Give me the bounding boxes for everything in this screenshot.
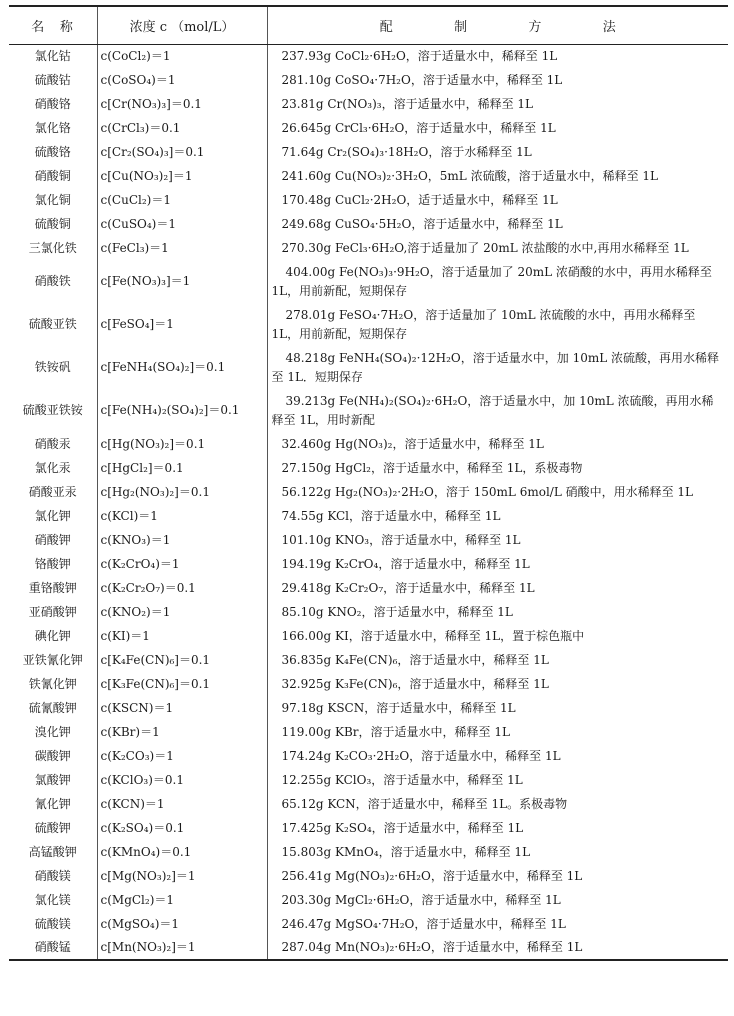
reagent-name-cell: 氯酸钾 — [34, 772, 71, 787]
reagent-name-cell: 三氯化铁 — [28, 240, 77, 255]
table-row — [9, 552, 728, 576]
preparation-method-cell: 278.01g FeSO₄·7H₂O，溶于适量加了 10mL 浓硫酸的水中，再用水稀释至 1L，用前新配，短期保存 — [267, 303, 728, 346]
reagent-name-cell: 铬酸钾 — [34, 556, 71, 571]
preparation-method-cell: 29.418g K₂Cr₂O₇，溶于适量水中，稀释至 1L — [267, 576, 728, 600]
preparation-method-cell: 101.10g KNO₃，溶于适量水中，稀释至 1L — [267, 528, 728, 552]
table-row — [9, 936, 728, 960]
table-row — [9, 346, 728, 389]
table-row — [9, 600, 728, 624]
preparation-method-cell: 203.30g MgCl₂·6H₂O，溶于适量水中，稀释至 1L — [267, 888, 728, 912]
table-row — [9, 68, 728, 92]
reagent-name-cell: 硫酸铜 — [34, 216, 71, 231]
concentration-cell: c(K₂Cr₂O₇)＝0.1 — [97, 576, 267, 600]
preparation-method-cell: 119.00g KBr，溶于适量水中，稀释至 1L — [267, 720, 728, 744]
table-row — [9, 792, 728, 816]
preparation-method-cell: 23.81g Cr(NO₃)₃，溶于适量水中，稀释至 1L — [267, 92, 728, 116]
table-row — [9, 188, 728, 212]
preparation-method-cell: 174.24g K₂CO₃·2H₂O，溶于适量水中，稀释至 1L — [267, 744, 728, 768]
table-row — [9, 389, 728, 432]
concentration-cell: c[Hg₂(NO₃)₂]＝0.1 — [97, 480, 267, 504]
concentration-cell: c[HgCl₂]＝0.1 — [97, 456, 267, 480]
reagent-name-cell: 亚铁氰化钾 — [22, 652, 83, 667]
concentration-cell: c(K₂SO₄)＝0.1 — [97, 816, 267, 840]
concentration-cell: c(K₂CrO₄)＝1 — [97, 552, 267, 576]
concentration-cell: c(CoSO₄)＝1 — [97, 68, 267, 92]
preparation-method-cell: 32.925g K₃Fe(CN)₆，溶于适量水中，稀释至 1L — [267, 672, 728, 696]
table-row — [9, 672, 728, 696]
table-body — [9, 44, 728, 960]
reagent-name-cell: 硫酸亚铁 — [28, 317, 77, 331]
table-row — [9, 528, 728, 552]
preparation-method-cell: 17.425g K₂SO₄，溶于适量水中，稀释至 1L — [267, 816, 728, 840]
concentration-cell: c(FeCl₃)＝1 — [97, 236, 267, 260]
preparation-method-cell: 97.18g KSCN，溶于适量水中，稀释至 1L — [267, 696, 728, 720]
reagent-name-cell: 氯化钾 — [34, 508, 71, 523]
concentration-cell: c(KClO₃)＝0.1 — [97, 768, 267, 792]
concentration-cell: c[Cr(NO₃)₃]＝0.1 — [97, 92, 267, 116]
column-header-name: 名 称 — [9, 6, 97, 44]
reagent-name-cell: 硝酸铬 — [34, 96, 71, 111]
table-row — [9, 912, 728, 936]
preparation-method-cell: 12.255g KClO₃，溶于适量水中，稀释至 1L — [267, 768, 728, 792]
concentration-cell: c(KCN)＝1 — [97, 792, 267, 816]
table-row — [9, 92, 728, 116]
table-row — [9, 504, 728, 528]
table-row — [9, 648, 728, 672]
preparation-method-cell: 287.04g Mn(NO₃)₂·6H₂O，溶于适量水中，稀释至 1L — [267, 936, 728, 960]
table-row — [9, 456, 728, 480]
table-row — [9, 164, 728, 188]
reagent-name-cell: 硝酸锰 — [9, 936, 97, 960]
reagent-name-cell: 氯化铬 — [34, 120, 71, 135]
concentration-cell: c(CrCl₃)＝0.1 — [97, 116, 267, 140]
preparation-method-cell: 281.10g CoSO₄·7H₂O，溶于适量水中，稀释至 1L — [267, 68, 728, 92]
reagent-name-cell: 氯化镁 — [34, 892, 71, 907]
concentration-cell: c(KNO₃)＝1 — [97, 528, 267, 552]
table-row — [9, 44, 728, 68]
preparation-method-cell: 71.64g Cr₂(SO₄)₃·18H₂O，溶于水稀释至 1L — [267, 140, 728, 164]
table-row — [9, 576, 728, 600]
concentration-cell: c[Cr₂(SO₄)₃]＝0.1 — [97, 140, 267, 164]
preparation-method-cell: 246.47g MgSO₄·7H₂O，溶于适量水中，稀释至 1L — [267, 912, 728, 936]
table-row — [9, 140, 728, 164]
concentration-cell: c(KCl)＝1 — [97, 504, 267, 528]
table-row — [9, 864, 728, 888]
concentration-cell: c[Mn(NO₃)₂]＝1 — [97, 936, 267, 960]
table-row — [9, 768, 728, 792]
preparation-method-cell: 27.150g HgCl₂，溶于适量水中，稀释至 1L，系极毒物 — [267, 456, 728, 480]
reagent-name-cell: 硫酸钾 — [34, 820, 71, 835]
table-row — [9, 116, 728, 140]
reagent-name-cell: 硫酸亚铁铵 — [22, 403, 83, 417]
concentration-cell: c(CuCl₂)＝1 — [97, 188, 267, 212]
table-row — [9, 816, 728, 840]
table-row — [9, 840, 728, 864]
reagent-name-cell: 碳酸钾 — [34, 748, 71, 763]
reagent-name-cell: 碘化钾 — [34, 628, 71, 643]
table-row — [9, 432, 728, 456]
concentration-cell: c(CuSO₄)＝1 — [97, 212, 267, 236]
concentration-cell: c(CoCl₂)＝1 — [97, 44, 267, 68]
reagent-name-cell: 硝酸铁 — [34, 274, 71, 288]
concentration-cell: c[FeSO₄]＝1 — [97, 303, 267, 346]
table-row — [9, 236, 728, 260]
table-row — [9, 744, 728, 768]
concentration-cell: c(KNO₂)＝1 — [97, 600, 267, 624]
table-row — [9, 303, 728, 346]
reagent-name-cell: 硝酸汞 — [34, 436, 71, 451]
table-row — [9, 624, 728, 648]
table-row — [9, 480, 728, 504]
reagent-name-cell: 亚硝酸钾 — [28, 604, 77, 619]
reagent-name-cell: 硝酸镁 — [34, 868, 71, 883]
reagent-name-cell: 铁铵矾 — [34, 360, 71, 374]
preparation-method-cell: 241.60g Cu(NO₃)₂·3H₂O，5mL 浓硫酸，溶于适量水中，稀释至 1L — [267, 164, 728, 188]
table-row — [9, 720, 728, 744]
header-row — [9, 6, 728, 44]
reagent-name-cell: 氰化钾 — [34, 796, 71, 811]
concentration-cell: c(KI)＝1 — [97, 624, 267, 648]
concentration-cell: c[Fe(NH₄)₂(SO₄)₂]＝0.1 — [97, 389, 267, 432]
reagent-name-cell: 硫酸镁 — [34, 916, 71, 931]
column-header-concentration: 浓度 c （mol/L） — [97, 6, 267, 44]
preparation-method-cell: 26.645g CrCl₃·6H₂O，溶于适量水中，稀释至 1L — [267, 116, 728, 140]
preparation-method-cell: 404.00g Fe(NO₃)₃·9H₂O，溶于适量加了 20mL 浓硝酸的水中，再用水稀释至 1L，用前新配，短期保存 — [267, 260, 728, 303]
table-header — [9, 6, 728, 44]
preparation-method-cell: 249.68g CuSO₄·5H₂O，溶于适量水中，稀释至 1L — [267, 212, 728, 236]
concentration-cell: c[FeNH₄(SO₄)₂]＝0.1 — [97, 346, 267, 389]
concentration-cell: c[Mg(NO₃)₂]＝1 — [97, 864, 267, 888]
preparation-method-cell: 194.19g K₂CrO₄，溶于适量水中，稀释至 1L — [267, 552, 728, 576]
concentration-cell: c(MgCl₂)＝1 — [97, 888, 267, 912]
preparation-method-cell: 36.835g K₄Fe(CN)₆，溶于适量水中，稀释至 1L — [267, 648, 728, 672]
concentration-cell: c(KMnO₄)＝0.1 — [97, 840, 267, 864]
concentration-cell: c(KSCN)＝1 — [97, 696, 267, 720]
preparation-method-cell: 39.213g Fe(NH₄)₂(SO₄)₂·6H₂O，溶于适量水中，加 10mL 浓硫酸，再用水稀释至 1L，用时新配 — [267, 389, 728, 432]
concentration-cell: c[K₄Fe(CN)₆]＝0.1 — [97, 648, 267, 672]
preparation-method-cell: 270.30g FeCl₃·6H₂O,溶于适量加了 20mL 浓盐酸的水中,再用水稀释至 1L — [267, 236, 728, 260]
reagent-name-cell: 氯化钴 — [34, 48, 71, 63]
reagent-name-cell: 硝酸亚汞 — [28, 484, 77, 499]
preparation-method-cell: 15.803g KMnO₄，溶于适量水中，稀释至 1L — [267, 840, 728, 864]
preparation-method-cell: 74.55g KCl，溶于适量水中，稀释至 1L — [267, 504, 728, 528]
preparation-method-cell: 237.93g CoCl₂·6H₂O，溶于适量水中，稀释至 1L — [267, 44, 728, 68]
preparation-method-cell: 65.12g KCN，溶于适量水中，稀释至 1L。系极毒物 — [267, 792, 728, 816]
table-row — [9, 696, 728, 720]
reagent-preparation-table — [9, 5, 728, 961]
table-row — [9, 212, 728, 236]
reagent-name-cell: 溴化钾 — [34, 724, 71, 739]
table-row — [9, 260, 728, 303]
reagent-name-cell: 硫酸钴 — [34, 72, 71, 87]
concentration-cell: c[Hg(NO₃)₂]＝0.1 — [97, 432, 267, 456]
reagent-table-page — [9, 5, 728, 961]
reagent-name-cell: 铁氰化钾 — [28, 676, 77, 691]
concentration-cell: c(KBr)＝1 — [97, 720, 267, 744]
preparation-method-cell: 85.10g KNO₂，溶于适量水中，稀释至 1L — [267, 600, 728, 624]
reagent-name-cell: 硝酸铜 — [34, 168, 71, 183]
reagent-name-cell: 重铬酸钾 — [28, 580, 77, 595]
preparation-method-cell: 56.122g Hg₂(NO₃)₂·2H₂O，溶于 150mL 6mol/L 硝酸中，用水稀释至 1L — [267, 480, 728, 504]
concentration-cell: c[Fe(NO₃)₃]＝1 — [97, 260, 267, 303]
concentration-cell: c[Cu(NO₃)₂]＝1 — [97, 164, 267, 188]
preparation-method-cell: 166.00g KI，溶于适量水中，稀释至 1L，置于棕色瓶中 — [267, 624, 728, 648]
reagent-name-cell: 高锰酸钾 — [28, 844, 77, 859]
column-header-method: 配 制 方 法 — [267, 6, 728, 44]
reagent-name-cell: 硫酸铬 — [34, 144, 71, 159]
concentration-cell: c(MgSO₄)＝1 — [97, 912, 267, 936]
preparation-method-cell: 48.218g FeNH₄(SO₄)₂·12H₂O，溶于适量水中，加 10mL 浓硫酸，再用水稀释至 1L．短期保存 — [267, 346, 728, 389]
reagent-name-cell: 硫氰酸钾 — [28, 700, 77, 715]
reagent-name-cell: 氯化铜 — [34, 192, 71, 207]
preparation-method-cell: 256.41g Mg(NO₃)₂·6H₂O，溶于适量水中，稀释至 1L — [267, 864, 728, 888]
reagent-name-cell: 氯化汞 — [34, 460, 71, 475]
table-row — [9, 888, 728, 912]
reagent-name-cell: 硝酸钾 — [34, 532, 71, 547]
concentration-cell: c(K₂CO₃)＝1 — [97, 744, 267, 768]
concentration-cell: c[K₃Fe(CN)₆]＝0.1 — [97, 672, 267, 696]
preparation-method-cell: 32.460g Hg(NO₃)₂，溶于适量水中，稀释至 1L — [267, 432, 728, 456]
preparation-method-cell: 170.48g CuCl₂·2H₂O，适于适量水中，稀释至 1L — [267, 188, 728, 212]
